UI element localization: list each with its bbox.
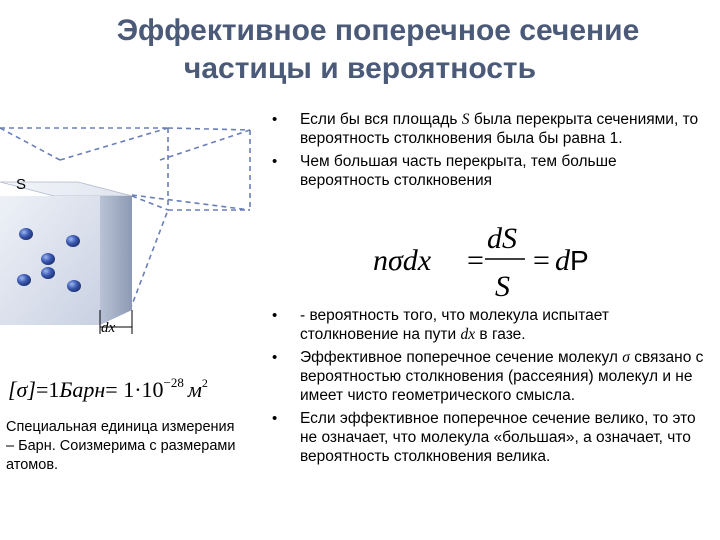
bullet-dot: • bbox=[272, 349, 278, 366]
f-dx: dx bbox=[402, 244, 432, 277]
bullet-text: - вероятность того, что молекула испытает столкновение на пути bbox=[300, 307, 609, 343]
f-eq2: = bbox=[533, 244, 550, 277]
f-denominator: S bbox=[495, 270, 510, 303]
slide-title bbox=[0, 12, 720, 88]
bullet-dot: • bbox=[272, 410, 278, 427]
svg-text:nσdx bbox=[373, 244, 432, 277]
bullet-dot: • bbox=[272, 153, 278, 170]
barn-eq2: = 1·10 bbox=[105, 377, 164, 402]
probability-formula bbox=[373, 218, 603, 304]
svg-text:dP bbox=[555, 244, 589, 277]
f-eq1: = bbox=[467, 244, 484, 277]
bullet-text: в газе. bbox=[475, 326, 526, 343]
f-sigma: σ bbox=[388, 244, 403, 277]
f-n: n bbox=[373, 244, 388, 277]
title-line-2: частицы и вероятность bbox=[183, 52, 537, 85]
barn-m: м bbox=[187, 377, 202, 402]
bullet-item bbox=[270, 152, 710, 190]
bullet-dot: • bbox=[272, 111, 278, 128]
bullet-text: связано с вероятностью столкновения (рассеяния) молекул и не имеет чисто геометрического смысла. bbox=[300, 349, 704, 404]
bullet-item bbox=[270, 348, 710, 405]
bullet-item bbox=[270, 110, 710, 148]
title-line-1: Эффективное поперечное сечение bbox=[116, 14, 640, 47]
bullet-text: Чем большая часть перекрыта, тем больше вероятность столкновения bbox=[300, 153, 617, 189]
barn-unit: Барн bbox=[59, 377, 106, 402]
bullet-dot: • bbox=[272, 307, 278, 324]
barn-description: Специальная единица измерения – Барн. Соизмерима с размерами атомов. bbox=[6, 419, 236, 473]
bullet-list-top bbox=[270, 110, 710, 194]
label-dx: dx bbox=[101, 320, 116, 336]
cube-side bbox=[100, 196, 132, 325]
bullet-text: Эффективное поперечное сечение молекул bbox=[300, 349, 623, 366]
f-p: P bbox=[570, 245, 589, 276]
svg-text:[σ]=1Барн= 1·10−28м2 bbox=[8, 375, 208, 402]
f-numerator: dS bbox=[487, 222, 517, 255]
cube-figure bbox=[0, 120, 270, 370]
barn-eq: =1 bbox=[35, 377, 60, 402]
bullet-symbol-dx: dx bbox=[460, 326, 476, 343]
label-s: S bbox=[16, 176, 27, 193]
bullet-symbol-sigma: σ bbox=[622, 349, 630, 366]
bullet-item bbox=[270, 306, 710, 344]
bullet-text: была перекрыта сечениями, то вероятность столкновения была бы равна 1. bbox=[300, 111, 699, 147]
bullet-item bbox=[270, 409, 710, 466]
bullet-text: Если бы вся площадь bbox=[300, 111, 462, 128]
barn-exponent: −28 bbox=[163, 375, 184, 390]
f-d: d bbox=[555, 244, 570, 277]
bullet-symbol-s: S bbox=[461, 111, 470, 128]
bullet-list-bottom bbox=[270, 306, 710, 470]
barn-lhs: [σ] bbox=[8, 377, 36, 402]
barn-m-exp: 2 bbox=[201, 376, 208, 390]
barn-formula bbox=[8, 372, 258, 410]
bullet-text: Если эффективное поперечное сечение велико, то это не означает, что молекула «большая», а означает, что вероятность столкновения велика. bbox=[300, 410, 696, 465]
